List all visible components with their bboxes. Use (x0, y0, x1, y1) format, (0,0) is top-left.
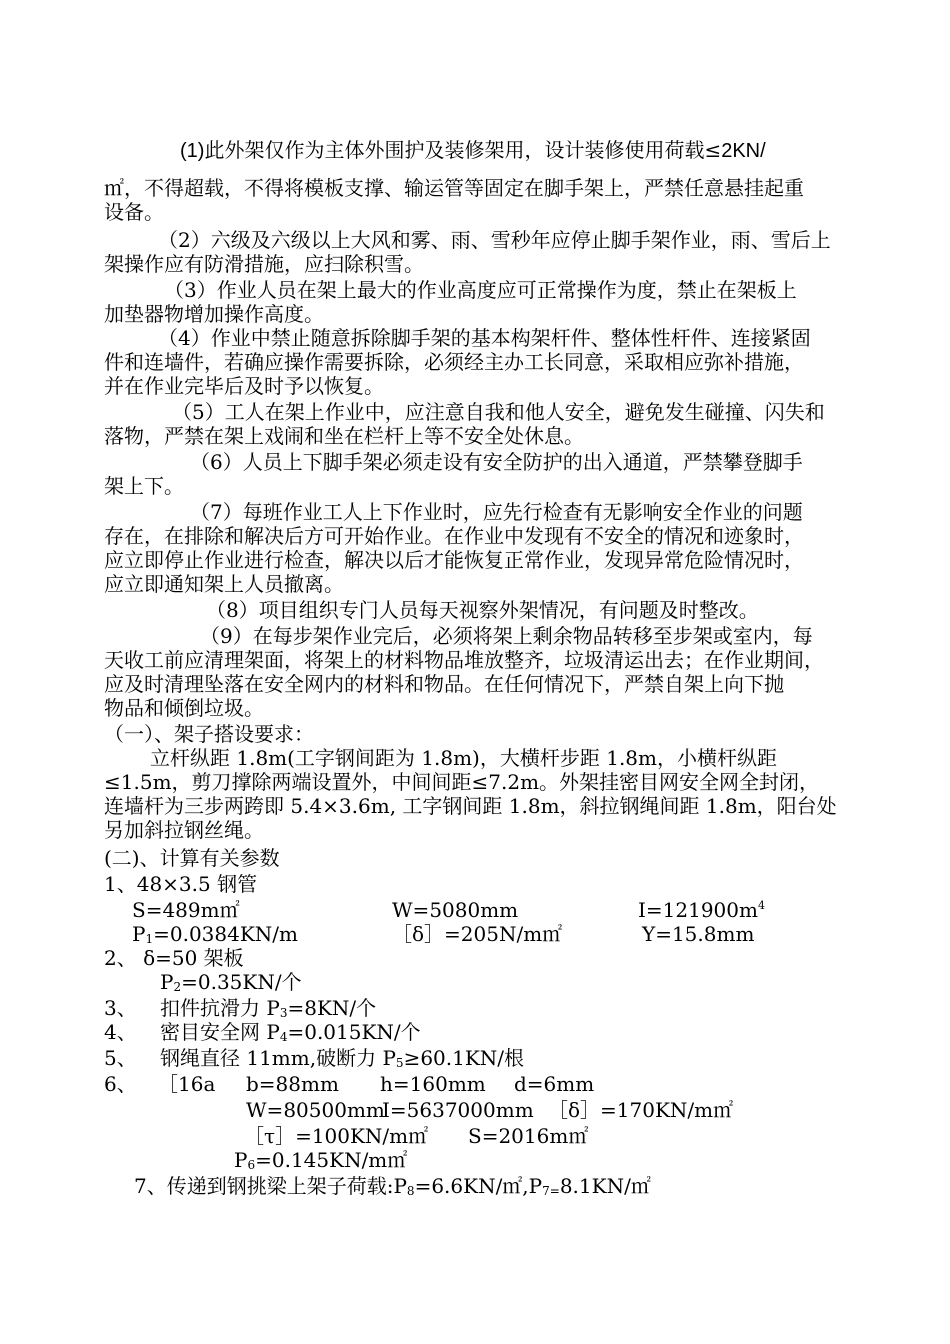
item-6-tau: ［τ］=100KN/m㎡ (244, 1124, 429, 1148)
item-2-P2: $P_2=0.35KN/$个 (160, 970, 302, 994)
item-1-W: W=5080mm (392, 898, 519, 922)
item-6-d: d=6mm (514, 1072, 595, 1096)
item-6-b: b=88mm (246, 1072, 339, 1096)
section-1-line-4: 另加斜拉钢丝绳。 (104, 818, 264, 842)
rule-4-line-3: 并在作业完毕后及时予以恢复。 (104, 374, 384, 398)
item-1-P1: $P_1=0.0384KN/m$ (132, 922, 298, 946)
section-1-line-2: ≤1.5m，剪刀撑除两端设置外，中间间距≤7.2m。外架挂密目网安全网全封闭， (104, 770, 820, 794)
rule-4-line-2: 件和连墙件，若确应操作需要拆除，必须经主办工长同意，采取相应弥补措施， (104, 350, 804, 374)
item-5-num: 5、 (104, 1046, 137, 1070)
rule-2-line-2: 架操作应有防滑措施，应扫除积雪。 (104, 252, 424, 276)
section-1-line-3: 连墙杆为三步两跨即 5.4×3.6m, 工字钢间距 1.8m，斜拉钢绳间距 1.8m，阳台处 (104, 794, 837, 818)
item-1-Y: Y=15.8mm (642, 922, 755, 946)
item-3-num: 3、 (104, 996, 137, 1020)
item-4-num: 4、 (104, 1020, 137, 1044)
item-1-S: S=489m㎡ (132, 898, 240, 922)
rule-8-line-1: （8）项目组织专门人员每天视察外架情况，有问题及时整改。 (206, 598, 759, 622)
item-6-S: S=2016m㎡ (468, 1124, 589, 1148)
rule-9-line-1: （9）在每步架作业完后，必须将架上剩余物品转移至步架或室内，每 (200, 624, 813, 648)
item-1-label: 1、48×3.5 钢管 (104, 872, 258, 896)
rule-9-line-3: 应及时清理坠落在安全网内的材料和物品。在任何情况下，严禁自架上向下抛 (104, 672, 784, 696)
rule-2-line-1: （2）六级及六级以上大风和雾、雨、雪秒年应停止脚手架作业，雨、雪后上 (158, 228, 831, 252)
item-6-delta: ［δ］=170KN/m㎡ (548, 1098, 734, 1122)
item-6-name: ［16a (158, 1072, 216, 1096)
rule-6-line-1: （6）人员上下脚手架必须走设有安全防护的出入通道，严禁攀登脚手 (190, 450, 803, 474)
item-2-label: 2、 δ=50 架板 (104, 946, 244, 970)
rule-1-line-2: ㎡，不得超载，不得将模板支撑、输运管等固定在脚手架上，严禁任意悬挂起重 (104, 176, 804, 200)
rule-7-line-4: 应立即通知架上人员撤离。 (104, 572, 344, 596)
item-1-delta: ［δ］=205N/m㎡ (392, 922, 563, 946)
section-2-heading: (二)、计算有关参数 (104, 846, 280, 870)
item-7-line: 7、传递到钢挑梁上架子荷载$:P_8=6.6KN/㎡,P_{7=}8.1KN/㎡$ (134, 1174, 651, 1198)
section-1-line-1: 立杆纵距 1.8m(工字钢间距为 1.8m)，大横杆步距 1.8m，小横杆纵距 (150, 746, 777, 770)
rule-7-line-2: 存在，在排除和解决后方可开始作业。在作业中发现有不安全的情况和迹象时， (104, 524, 804, 548)
item-3-text: 扣件抗滑力 $P_3=8KN/$个 (160, 996, 377, 1020)
item-1-I: $I=121900m^4$ (638, 898, 765, 922)
item-6-W: W=80500mm (246, 1098, 385, 1122)
rule-4-line-1: （4）作业中禁止随意拆除脚手架的基本构架杆件、整体性杆件、连接紧固 (158, 326, 811, 350)
item-4-text: 密目安全网 $P_4=0.015KN/$个 (160, 1020, 421, 1044)
rule-9-line-2: 天收工前应清理架面，将架上的材料物品堆放整齐，垃圾清运出去；在作业期间， (104, 648, 824, 672)
section-1-heading: （一）、架子搭设要求： (104, 722, 314, 746)
rule-1-line-3: 设备。 (104, 200, 164, 224)
rule-9-line-4: 物品和倾倒垃圾。 (104, 696, 264, 720)
item-6-h: h=160mm (380, 1072, 486, 1096)
rule-5-line-2: 落物，严禁在架上戏闹和坐在栏杆上等不安全处休息。 (104, 424, 584, 448)
item-6-num: 6、 (104, 1072, 137, 1096)
item-5-text: 钢绳直径 11mm,破断力 $P_5\ge 60.1KN/$根 (160, 1046, 525, 1070)
rule-3-line-1: （3）作业人员在架上最大的作业高度应可正常操作为度，禁止在架板上 (164, 278, 797, 302)
item-6-I: I=5637000mm (382, 1098, 534, 1122)
rule-7-line-3: 应立即停止作业进行检查，解决以后才能恢复正常作业，发现异常危险情况时， (104, 548, 804, 572)
rule-3-line-2: 加垫器物增加操作高度。 (104, 302, 324, 326)
rule-7-line-1: （7）每班作业工人上下作业时，应先行检查有无影响安全作业的问题 (190, 500, 803, 524)
item-6-P6: $P_6=0.145KN/m㎡$ (234, 1148, 408, 1172)
rule-6-line-2: 架上下。 (104, 474, 184, 498)
rule-1-line-1: (1)此外架仅作为主体外围护及装修架用，设计装修使用荷载≤2KN/ (180, 138, 766, 162)
rule-5-line-1: （5）工人在架上作业中，应注意自我和他人安全，避免发生碰撞、闪失和 (172, 400, 825, 424)
